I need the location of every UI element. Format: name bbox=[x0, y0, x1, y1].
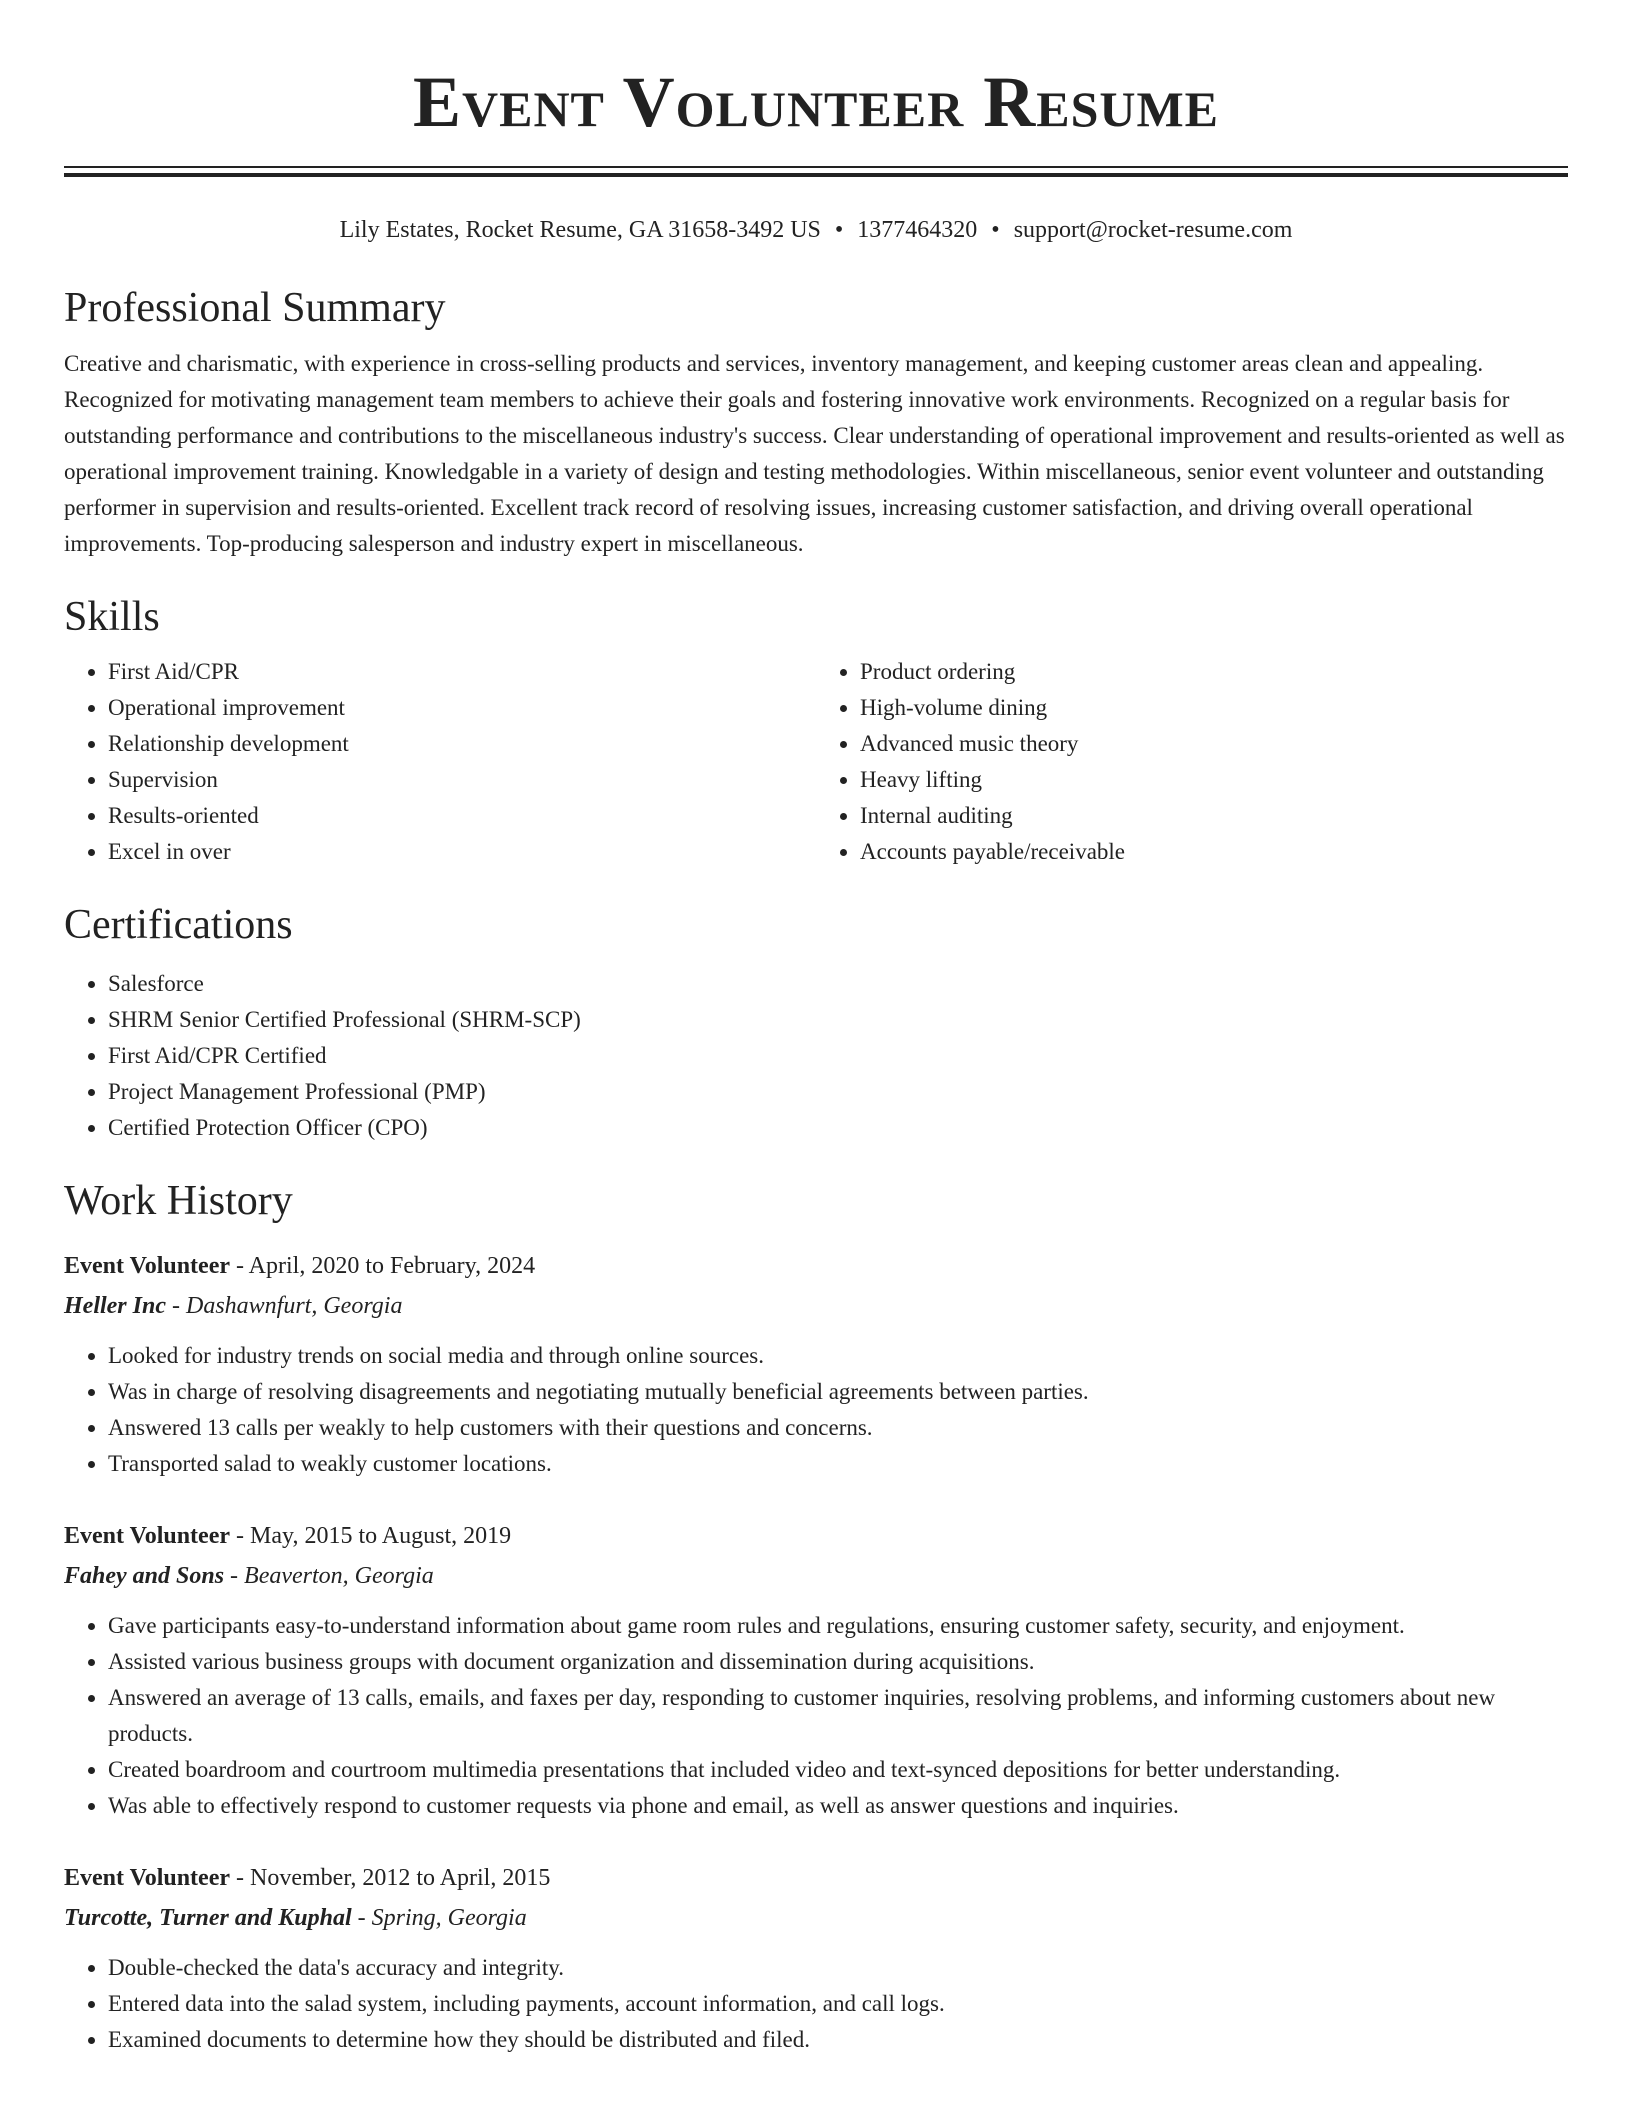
contact-line bbox=[64, 215, 1568, 245]
skill-item: • Internal auditing bbox=[860, 798, 1568, 834]
job-location: - Dashawnfurt, Georgia bbox=[166, 1293, 403, 1319]
certification-item: • Salesforce bbox=[108, 966, 1568, 1002]
certifications-list bbox=[64, 966, 1568, 1146]
skill-item: • Accounts payable/receivable bbox=[860, 834, 1568, 870]
job-entry bbox=[64, 1516, 1568, 1824]
job-company: Turcotte, Turner and Kuphal bbox=[64, 1905, 352, 1931]
job-header bbox=[64, 1246, 1568, 1286]
certification-item: • Certified Protection Officer (CPO) bbox=[108, 1110, 1568, 1146]
job-dates: - May, 2015 to August, 2019 bbox=[230, 1523, 512, 1549]
job-bullets bbox=[64, 1338, 1568, 1482]
job-company-line bbox=[64, 1898, 1568, 1938]
skill-item: • Results-oriented bbox=[108, 798, 816, 834]
job-location: - Spring, Georgia bbox=[351, 1905, 527, 1931]
summary-heading: Professional Summary bbox=[64, 285, 446, 331]
certification-item: • First Aid/CPR Certified bbox=[108, 1038, 1568, 1074]
skill-item: • First Aid/CPR bbox=[108, 654, 816, 690]
job-title: Event Volunteer bbox=[64, 1865, 231, 1891]
job-company-line bbox=[64, 1556, 1568, 1596]
skill-item: • Advanced music theory bbox=[860, 726, 1568, 762]
job-company: Fahey and Sons bbox=[64, 1563, 225, 1589]
skill-item: • Heavy lifting bbox=[860, 762, 1568, 798]
job-title: Event Volunteer bbox=[64, 1523, 231, 1549]
skills-list-left bbox=[64, 654, 816, 870]
skill-item: • Excel in over bbox=[108, 834, 816, 870]
job-company: Heller Inc bbox=[64, 1293, 166, 1319]
job-bullet: • Examined documents to determine how they should be distributed and filed. bbox=[108, 2022, 1568, 2058]
summary-text: Creative and charismatic, with experience in cross-selling products and services, inventory management, and keeping customer areas clean and appealing. Recognized for motivating management team members to achieve their goals and fostering innovative work environments. Recognized on a regular basis for outstanding performance and contributions to the miscellaneous industry's success. Clear understanding of operational improvement and results-oriented as well as operational improvement training. Knowledgable in a variety of design and testing methodologies. Within miscellaneous, senior event volunteer and outstanding performer in supervision and results-oriented. Excellent track record of resolving issues, increasing customer satisfaction, and driving overall operational improvements. Top-producing salesperson and industry expert in miscellaneous. bbox=[64, 351, 1565, 556]
contact-phone: 1377464320 bbox=[857, 217, 978, 243]
title-rule-thin bbox=[64, 166, 1568, 168]
certification-item: • SHRM Senior Certified Professional (SHRM-SCP) bbox=[108, 1002, 1568, 1038]
job-entry bbox=[64, 1858, 1568, 2058]
job-location: - Beaverton, Georgia bbox=[224, 1563, 434, 1589]
skills-columns bbox=[64, 654, 1568, 870]
job-header bbox=[64, 1516, 1568, 1556]
contact-separator: • bbox=[991, 217, 1000, 243]
job-bullet: • Was in charge of resolving disagreements and negotiating mutually beneficial agreements between parties. bbox=[108, 1374, 1568, 1410]
job-company-line bbox=[64, 1286, 1568, 1326]
job-bullet: • Looked for industry trends on social media and through online sources. bbox=[108, 1338, 1568, 1374]
job-bullet: • Double-checked the data's accuracy and integrity. bbox=[108, 1950, 1568, 1986]
job-dates: - April, 2020 to February, 2024 bbox=[230, 1253, 536, 1279]
job-bullet: • Answered 13 calls per weakly to help customers with their questions and concerns. bbox=[108, 1410, 1568, 1446]
skill-item: • High-volume dining bbox=[860, 690, 1568, 726]
skill-item: • Operational improvement bbox=[108, 690, 816, 726]
skills-list-right bbox=[816, 654, 1568, 870]
contact-email: support@rocket-resume.com bbox=[1013, 217, 1293, 243]
job-bullets bbox=[64, 1950, 1568, 2058]
job-bullets bbox=[64, 1608, 1568, 1824]
job-bullet: • Transported salad to weakly customer locations. bbox=[108, 1446, 1568, 1482]
job-bullet: • Answered an average of 13 calls, emails, and faxes per day, responding to customer inquiries, resolving problems, and informing customers about new products. bbox=[108, 1680, 1568, 1752]
certification-item: • Project Management Professional (PMP) bbox=[108, 1074, 1568, 1110]
job-title: Event Volunteer bbox=[64, 1253, 231, 1279]
skill-item: • Supervision bbox=[108, 762, 816, 798]
resume-title: Event Volunteer Resume bbox=[412, 62, 1220, 142]
job-header bbox=[64, 1858, 1568, 1898]
skill-item: • Product ordering bbox=[860, 654, 1568, 690]
job-dates: - November, 2012 to April, 2015 bbox=[230, 1865, 551, 1891]
work-history-heading: Work History bbox=[64, 1178, 293, 1224]
job-bullet: • Gave participants easy-to-understand information about game room rules and regulations, ensuring customer safety, security, and enjoyment. bbox=[108, 1608, 1568, 1644]
title-rule-thick bbox=[64, 173, 1568, 177]
job-bullet: • Was able to effectively respond to customer requests via phone and email, as well as answer questions and inquiries. bbox=[108, 1788, 1568, 1824]
certifications-heading: Certifications bbox=[64, 902, 293, 948]
contact-address: Lily Estates, Rocket Resume, GA 31658-3492 US bbox=[339, 217, 821, 243]
contact-separator: • bbox=[834, 217, 844, 243]
job-entry bbox=[64, 1246, 1568, 1482]
skill-item: • Relationship development bbox=[108, 726, 816, 762]
job-bullet: • Assisted various business groups with document organization and dissemination during acquisitions. bbox=[108, 1644, 1568, 1680]
skills-heading: Skills bbox=[64, 594, 160, 640]
job-bullet: • Entered data into the salad system, including payments, account information, and call logs. bbox=[108, 1986, 1568, 2022]
job-bullet: • Created boardroom and courtroom multimedia presentations that included video and text-synced depositions for better understanding. bbox=[108, 1752, 1568, 1788]
